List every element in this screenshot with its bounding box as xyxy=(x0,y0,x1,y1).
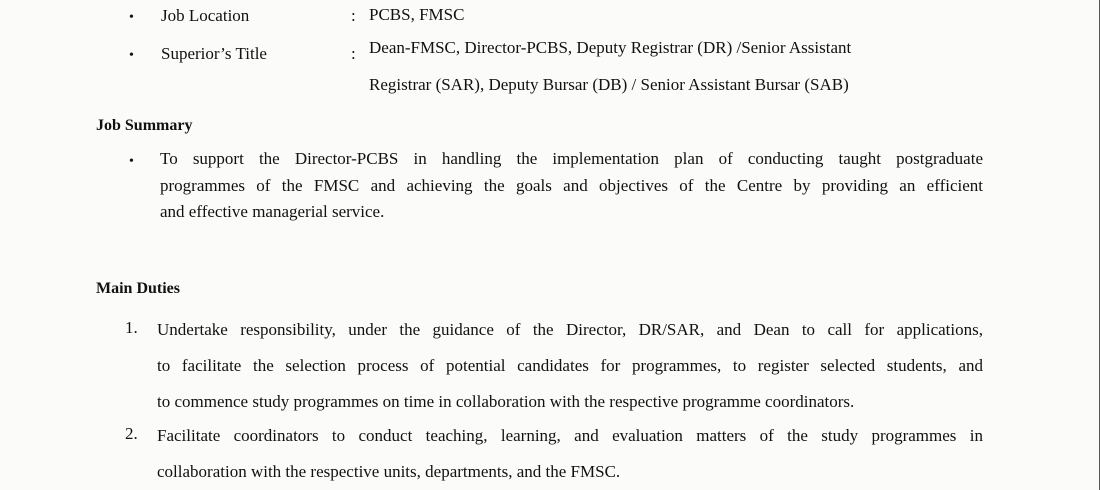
job-summary-line: programmes of the FMSC and achieving the goals and objectives of the Centre by providing an efficient xyxy=(160,175,983,195)
bullet-job-summary: • xyxy=(129,154,134,169)
main-duties-heading: Main Duties xyxy=(96,280,180,297)
job-location-label: Job Location xyxy=(161,6,250,25)
duty-number: 2. xyxy=(125,424,138,443)
job-summary-text xyxy=(160,146,983,226)
job-location-separator: : xyxy=(351,6,356,25)
bullet-superiors-title: • xyxy=(129,48,134,63)
duty-line: Facilitate coordinators to conduct teaching, learning, and evaluation matters of the study programmes in xyxy=(157,426,983,445)
bullet-job-location: • xyxy=(129,10,134,25)
job-summary-line: and effective managerial service. xyxy=(160,202,385,221)
superiors-title-separator: : xyxy=(351,44,356,63)
superiors-title-label: Superior’s Title xyxy=(161,44,267,63)
duty-line: collaboration with the respective units, departments, and the FMSC. xyxy=(157,462,621,481)
job-location-value: PCBS, FMSC xyxy=(369,5,465,24)
duty-item-2 xyxy=(157,418,983,490)
job-summary-line: To support the Director-PCBS in handling the implementation plan of conducting taught postgraduate xyxy=(160,149,983,168)
duty-line: to commence study programmes on time in collaboration with the respective programme coordinators. xyxy=(157,392,855,411)
duty-item-1 xyxy=(157,312,983,420)
duty-number: 1. xyxy=(125,318,138,337)
job-summary-heading: Job Summary xyxy=(96,117,193,134)
duty-line: Undertake responsibility, under the guidance of the Director, DR/SAR, and Dean to call for applications, xyxy=(157,320,983,339)
duty-line: to facilitate the selection process of potential candidates for programmes, to register selected students, and xyxy=(157,356,983,375)
superiors-title-value-line-2: Registrar (SAR), Deputy Bursar (DB) / Senior Assistant Bursar (SAB) xyxy=(369,75,849,94)
superiors-title-value-line-1: Dean-FMSC, Director-PCBS, Deputy Registrar (DR) /Senior Assistant xyxy=(369,38,852,57)
